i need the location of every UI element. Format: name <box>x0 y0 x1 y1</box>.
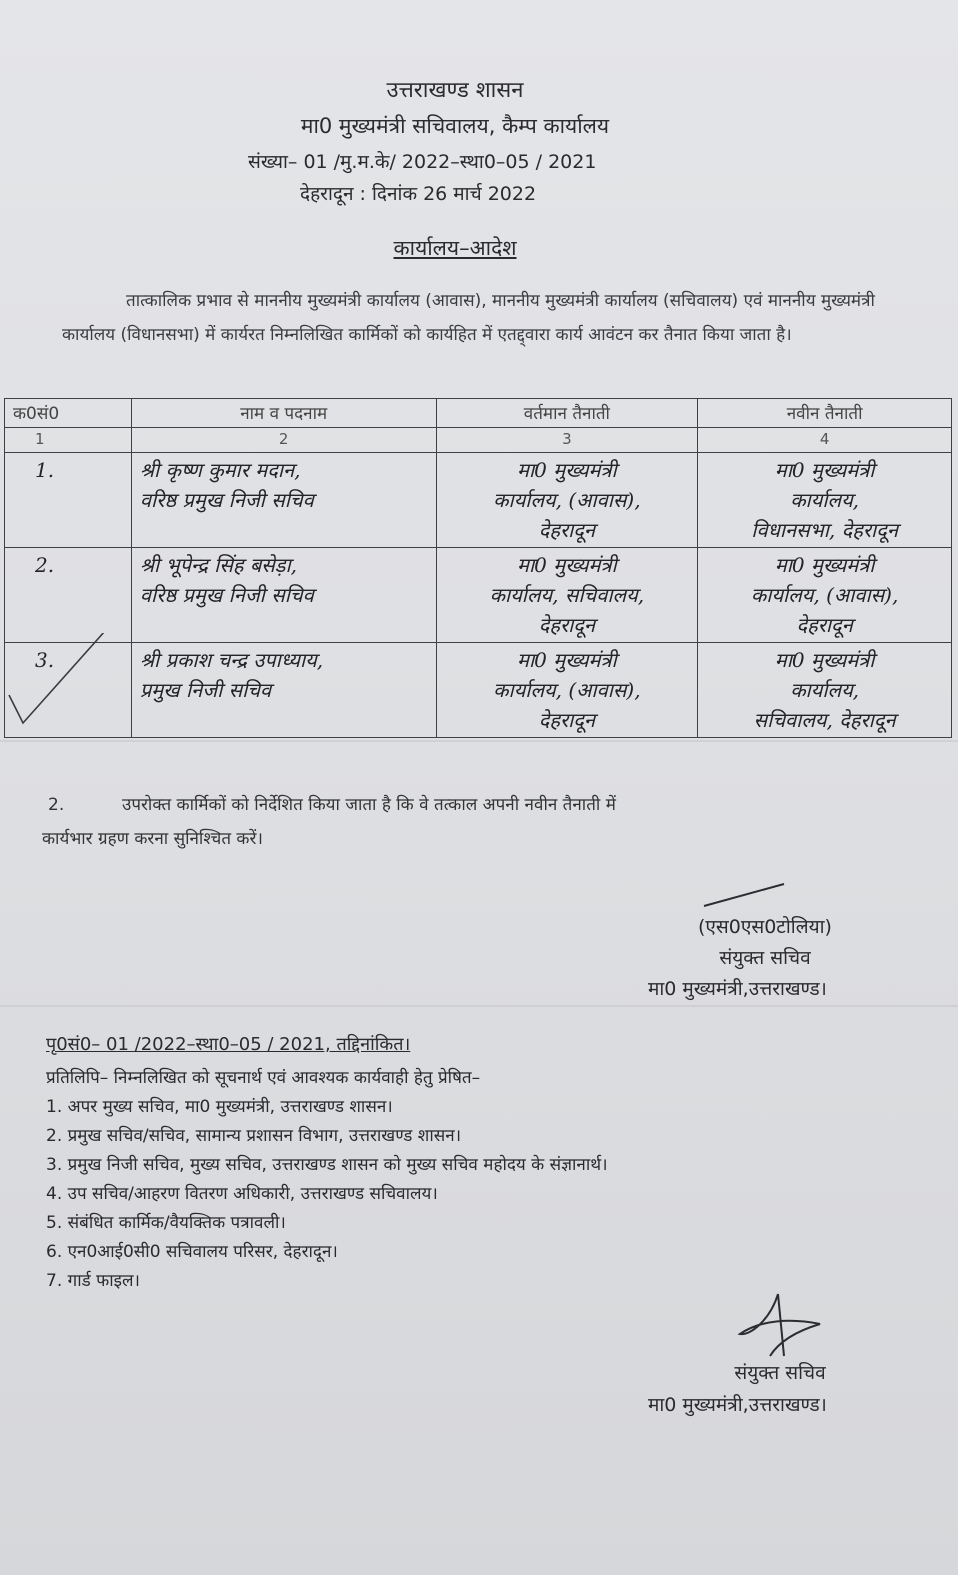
signatory2-designation: संयुक्त सचिव <box>734 1362 826 1384</box>
signatory-office: मा0 मुख्यमंत्री,उत्तराखण्ड। <box>648 978 827 1000</box>
list-item: 4. उप सचिव/आहरण वितरण अधिकारी, उत्तराखण्ड सचिवालय। <box>46 1184 438 1204</box>
new-posting-line: देहरादून <box>796 613 853 637</box>
table-row <box>5 453 952 548</box>
header-name: नाम व पदनाम <box>131 399 436 428</box>
current-posting-line: देहरादून <box>538 613 596 637</box>
checkmark-icon <box>5 633 131 733</box>
current-posting-line: मा0 मुख्यमंत्री <box>517 553 617 577</box>
signature-mark <box>700 880 790 910</box>
new-posting-line: सचिवालय, देहरादून <box>753 708 896 732</box>
new-posting-line: मा0 मुख्यमंत्री <box>774 553 875 577</box>
current-posting-line: कार्यालय, (आवास), <box>493 678 641 702</box>
serial-number <box>5 643 132 738</box>
list-item: 6. एन0आई0सी0 सचिवालय परिसर, देहरादून। <box>46 1242 338 1262</box>
new-posting-line: मा0 मुख्यमंत्री <box>774 458 875 482</box>
colnum: 4 <box>698 428 952 453</box>
new-posting-line: कार्यालय, <box>790 488 860 512</box>
list-item: 3. प्रमुख निजी सचिव, मुख्य सचिव, उत्तराखण्ड शासन को मुख्य सचिव महोदय के संज्ञानार्थ। <box>46 1155 608 1175</box>
new-posting-line: कार्यालय, (आवास), <box>750 583 899 607</box>
endorsement-intro: प्रतिलिपि– निम्नलिखित को सूचनार्थ एवं आवश्यक कार्यवाही हेतु प्रेषित– <box>46 1068 481 1088</box>
employee-name: श्री भूपेन्द्र सिंह बसेड़ा, <box>139 553 298 577</box>
para2-line1: उपरोक्त कार्मिकों को निर्देशित किया जाता है कि वे तत्काल अपनी नवीन तैनाती में <box>122 795 616 815</box>
colnum: 2 <box>131 428 436 453</box>
copy-list <box>46 1093 608 1296</box>
table-row <box>5 548 952 643</box>
list-item: 2. प्रमुख सचिव/सचिव, सामान्य प्रशासन विभाग, उत्तराखण्ड शासन। <box>46 1126 462 1146</box>
signatory-name: (एस0एस0टोलिया) <box>698 916 832 938</box>
para2-number: 2. <box>48 795 65 815</box>
colnum: 1 <box>5 428 132 453</box>
government-title: उत्तराखण्ड शासन <box>386 78 524 103</box>
serial-number-text: 3. <box>35 648 55 672</box>
para2-line2: कार्यभार ग्रहण करना सुनिश्चित करें। <box>42 829 263 849</box>
office-title: मा0 मुख्यमंत्री सचिवालय, कैम्प कार्यालय <box>300 114 610 138</box>
colnum: 3 <box>436 428 698 453</box>
new-posting-line: कार्यालय, <box>790 678 860 702</box>
list-item: 5. संबंधित कार्मिक/वैयक्तिक पत्रावली। <box>46 1213 286 1233</box>
letter-date: देहरादून : दिनांक 26 मार्च 2022 <box>300 183 537 205</box>
header-current-posting: वर्तमान तैनाती <box>436 399 698 428</box>
employee-designation: वरिष्ठ प्रमुख निजी सचिव <box>139 583 314 607</box>
signature-mark <box>730 1290 850 1360</box>
table-header-row <box>5 399 952 428</box>
header-serial: क0सं0 <box>5 399 132 428</box>
current-posting-line: देहरादून <box>538 518 596 542</box>
fold-line <box>0 740 958 742</box>
list-item: 1. अपर मुख्य सचिव, मा0 मुख्यमंत्री, उत्तराखण्ड शासन। <box>46 1097 393 1117</box>
serial-number: 1. <box>5 453 132 548</box>
list-item: 7. गार्ड फाइल। <box>46 1271 140 1291</box>
current-posting-line: मा0 मुख्यमंत्री <box>517 648 617 672</box>
new-posting-line: मा0 मुख्यमंत्री <box>774 648 875 672</box>
signatory-designation: संयुक्त सचिव <box>719 947 811 969</box>
current-posting-line: कार्यालय, सचिवालय, <box>489 583 645 607</box>
endorsement-number: पृ0सं0– 01 /2022–स्था0–05 / 2021, तद्दिनांकित। <box>46 1034 411 1055</box>
employee-designation: वरिष्ठ प्रमुख निजी सचिव <box>139 488 314 512</box>
table-row <box>5 643 952 738</box>
serial-number: 2. <box>5 548 132 643</box>
new-posting-line: विधानसभा, देहरादून <box>751 518 898 542</box>
employee-name: श्री प्रकाश चन्द्र उपाध्याय, <box>139 648 324 672</box>
letter-number: संख्या– 01 /मु.म.के/ 2022–स्था0–05 / 2021 <box>248 151 597 173</box>
current-posting-line: मा0 मुख्यमंत्री <box>517 458 617 482</box>
posting-table <box>4 398 952 738</box>
current-posting-line: कार्यालय, (आवास), <box>493 488 641 512</box>
fold-line <box>0 1005 958 1007</box>
current-posting-line: देहरादून <box>538 708 596 732</box>
employee-name: श्री कृष्ण कुमार मदान, <box>139 458 301 482</box>
header-new-posting: नवीन तैनाती <box>698 399 952 428</box>
order-title: कार्यालय–आदेश <box>393 236 517 260</box>
signatory2-office: मा0 मुख्यमंत्री,उत्तराखण्ड। <box>648 1394 827 1416</box>
table-colnum-row <box>5 428 952 453</box>
employee-designation: प्रमुख निजी सचिव <box>139 678 272 702</box>
intro-paragraph: तात्कालिक प्रभाव से माननीय मुख्यमंत्री कार्यालय (आवास), माननीय मुख्यमंत्री कार्यालय (सचिवालय) एवं माननीय मुख्यमंत्री कार्यालय (विधानसभा) में कार्यरत निम्नलिखित कार्मिकों को कार्यहित में एतद्द्वारा कार्य आवंटन कर तैनात किया जाता है। <box>62 291 875 345</box>
